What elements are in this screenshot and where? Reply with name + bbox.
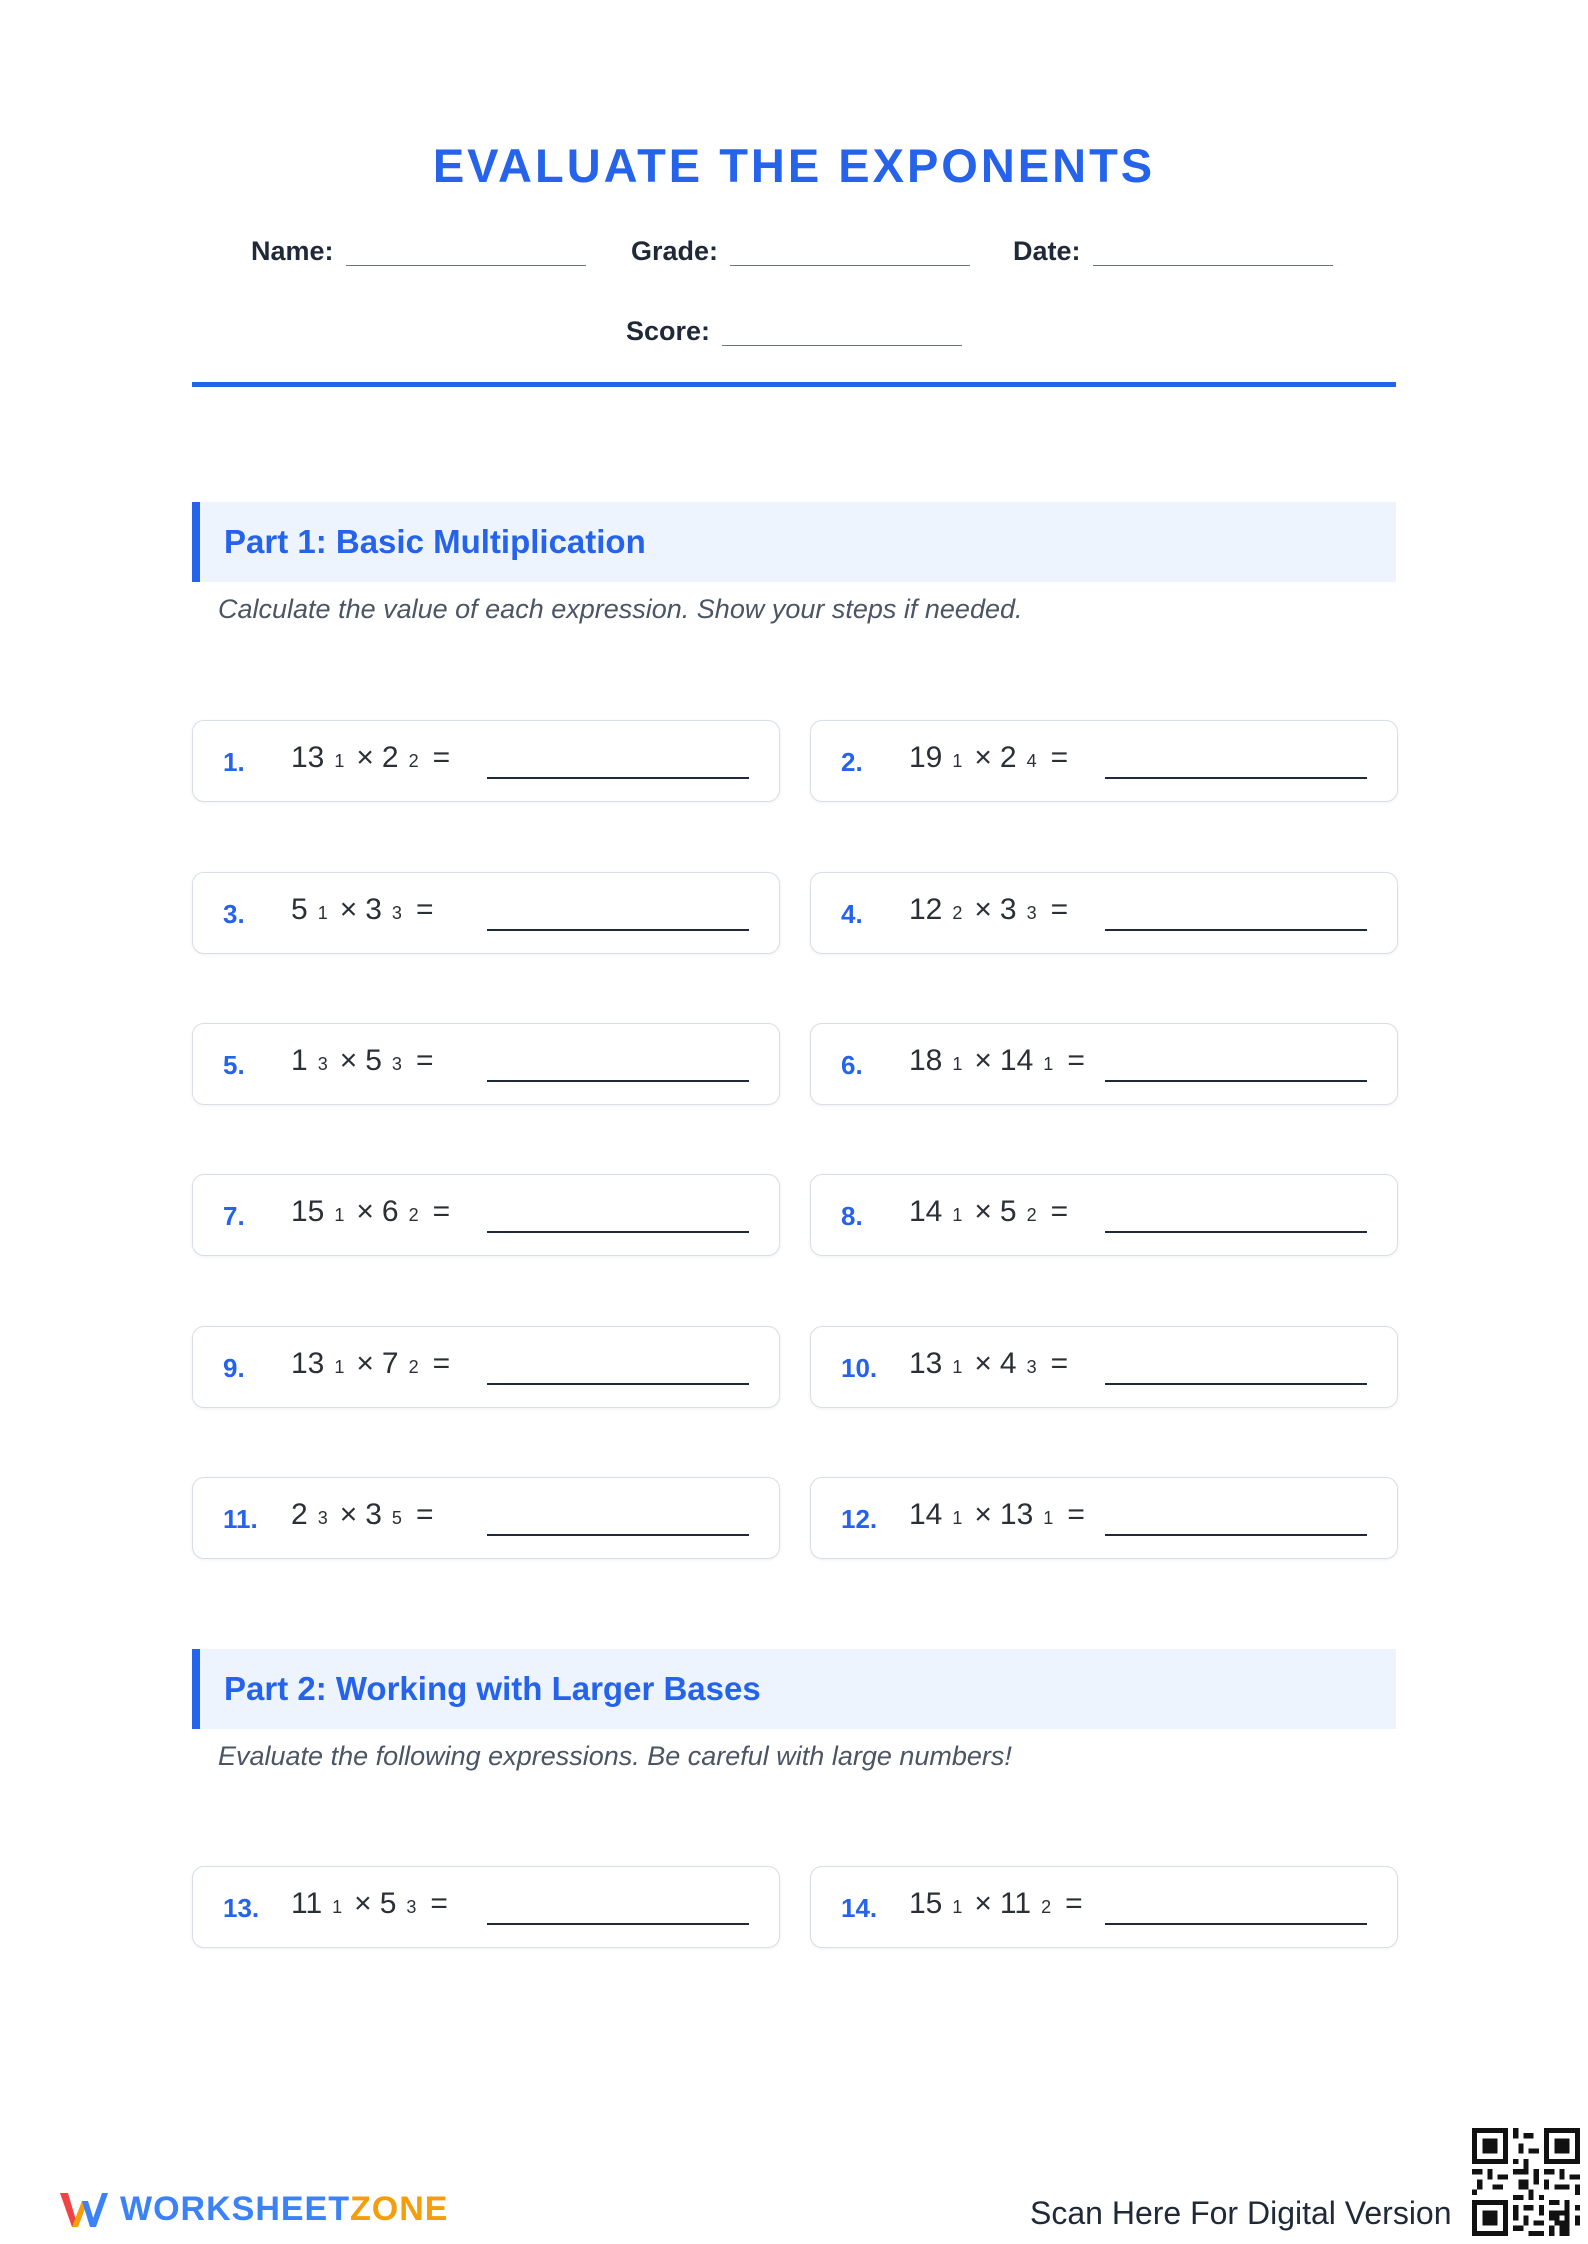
problem-card [192, 872, 780, 954]
base-1: 14 [909, 1498, 943, 1531]
answer-line[interactable] [487, 777, 749, 779]
equals-sign: = [1050, 741, 1069, 774]
times-sign: × [974, 1044, 992, 1077]
base-2: 5 [379, 1887, 397, 1920]
answer-line[interactable] [1105, 1534, 1367, 1536]
problem-expression [291, 893, 433, 927]
equals-sign: = [415, 1044, 434, 1077]
base-1: 12 [909, 893, 943, 926]
answer-line[interactable] [1105, 1231, 1367, 1233]
answer-line[interactable] [487, 1383, 749, 1385]
name-label: Name: [251, 236, 334, 266]
base-2: 5 [999, 1195, 1017, 1228]
problem-number: 14. [841, 1893, 878, 1923]
exponent-2: 1 [1043, 1508, 1054, 1528]
base-2: 11 [999, 1887, 1032, 1920]
problem-expression [909, 1195, 1068, 1229]
problem-number: 5. [223, 1050, 245, 1080]
part-2-instruction: Evaluate the following expressions. Be careful with large numbers! [218, 1741, 1012, 1771]
grade-field[interactable] [631, 236, 970, 266]
base-1: 2 [291, 1498, 308, 1531]
exponent-2: 1 [1043, 1054, 1054, 1074]
grade-input-line[interactable] [730, 236, 970, 266]
problem-card [810, 720, 1398, 802]
problem-number: 8. [841, 1201, 863, 1231]
problem-card [810, 872, 1398, 954]
equals-sign: = [1050, 893, 1069, 926]
problem-card [810, 1023, 1398, 1105]
base-2: 5 [365, 1044, 382, 1077]
base-1: 5 [291, 893, 308, 926]
answer-line[interactable] [487, 1534, 749, 1536]
base-1: 18 [909, 1044, 943, 1077]
exponent-2: 2 [408, 751, 419, 771]
times-sign: × [974, 1347, 992, 1380]
answer-line[interactable] [1105, 1383, 1367, 1385]
times-sign: × [354, 1887, 372, 1920]
times-sign: × [339, 1498, 358, 1531]
exponent-2: 2 [1041, 1897, 1052, 1917]
problem-card [192, 1174, 780, 1256]
equals-sign: = [432, 1347, 451, 1380]
problem-expression [291, 1498, 433, 1532]
problem-number: 3. [223, 899, 245, 929]
exponent-2: 3 [1026, 903, 1037, 923]
score-input-line[interactable] [722, 316, 962, 346]
date-field[interactable] [1013, 236, 1333, 266]
equals-sign: = [1067, 1044, 1085, 1077]
equals-sign: = [432, 1195, 451, 1228]
score-field[interactable] [626, 316, 962, 346]
problem-card [192, 1477, 780, 1559]
exponent-2: 2 [1026, 1205, 1037, 1225]
problem-card [192, 1023, 780, 1105]
date-label: Date: [1013, 236, 1081, 266]
base-2: 3 [365, 893, 382, 926]
problem-number: 1. [223, 747, 245, 777]
part-1-header [192, 502, 1396, 582]
part-1-instruction: Calculate the value of each expression. Show your steps if needed. [218, 594, 1023, 624]
logo-w-icon [56, 2183, 108, 2235]
base-2: 3 [999, 893, 1017, 926]
problem-expression [291, 1044, 433, 1078]
problem-expression [291, 1195, 450, 1229]
times-sign: × [974, 741, 992, 774]
equals-sign: = [1050, 1195, 1069, 1228]
exponent-1: 1 [952, 1508, 963, 1528]
times-sign: × [356, 1347, 374, 1380]
base-1: 19 [909, 741, 943, 774]
problem-card [810, 1174, 1398, 1256]
exponent-2: 2 [408, 1205, 419, 1225]
problem-card [810, 1866, 1398, 1948]
times-sign: × [339, 893, 358, 926]
times-sign: × [974, 1887, 992, 1920]
problem-expression [909, 1887, 1083, 1921]
problem-expression [291, 741, 450, 775]
base-1: 13 [291, 1347, 325, 1380]
problem-expression [909, 1044, 1085, 1078]
base-1: 15 [909, 1887, 943, 1920]
base-2: 7 [381, 1347, 399, 1380]
equals-sign: = [432, 741, 451, 774]
problem-expression [291, 1887, 448, 1921]
base-1: 13 [909, 1347, 943, 1380]
problem-card [192, 1326, 780, 1408]
answer-line[interactable] [487, 1080, 749, 1082]
logo-text-zone: ZONE [350, 2189, 449, 2228]
base-2: 14 [999, 1044, 1034, 1077]
exponent-1: 1 [952, 1897, 963, 1917]
times-sign: × [974, 1195, 992, 1228]
name-input-line[interactable] [346, 236, 586, 266]
problem-number: 13. [223, 1893, 260, 1923]
answer-line[interactable] [1105, 1923, 1367, 1925]
scan-here-text: Scan Here For Digital Version [1030, 2195, 1452, 2231]
problem-card [192, 1866, 780, 1948]
logo-text [120, 2190, 448, 2229]
base-2: 4 [999, 1347, 1017, 1380]
exponent-2: 3 [406, 1897, 417, 1917]
problem-number: 6. [841, 1050, 863, 1080]
problem-number: 2. [841, 747, 863, 777]
base-2: 13 [999, 1498, 1034, 1531]
base-2: 2 [999, 741, 1017, 774]
problem-expression [291, 1347, 450, 1381]
exponent-1: 1 [952, 751, 963, 771]
answer-line[interactable] [487, 1231, 749, 1233]
base-2: 6 [381, 1195, 399, 1228]
problem-number: 11. [223, 1504, 258, 1534]
part-1-title: Part 1: Basic Multiplication [224, 523, 646, 560]
problem-number: 7. [223, 1201, 245, 1231]
exponent-1: 1 [952, 1054, 963, 1074]
times-sign: × [356, 741, 374, 774]
equals-sign: = [415, 893, 434, 926]
exponent-2: 3 [391, 903, 402, 923]
problem-number: 4. [841, 899, 863, 929]
equals-sign: = [415, 1498, 434, 1531]
answer-line[interactable] [1105, 777, 1367, 779]
score-label: Score: [626, 316, 711, 346]
exponent-1: 1 [952, 1205, 963, 1225]
times-sign: × [974, 1498, 992, 1531]
problem-card [192, 720, 780, 802]
name-field[interactable] [251, 236, 586, 266]
problem-card [810, 1326, 1398, 1408]
answer-line[interactable] [487, 1923, 749, 1925]
problem-card [810, 1477, 1398, 1559]
worksheetzone-logo [56, 2183, 448, 2235]
date-input-line[interactable] [1093, 236, 1333, 266]
exponent-1: 1 [334, 1357, 345, 1377]
base-1: 14 [909, 1195, 943, 1228]
grade-label: Grade: [631, 236, 719, 266]
problem-expression [909, 741, 1068, 775]
exponent-2: 3 [391, 1054, 402, 1074]
exponent-2: 2 [408, 1357, 419, 1377]
problem-expression [909, 1498, 1085, 1532]
equals-sign: = [1067, 1498, 1085, 1531]
part-2-title: Part 2: Working with Larger Bases [224, 1670, 761, 1707]
problem-number: 9. [223, 1353, 245, 1383]
problem-expression [909, 1347, 1068, 1381]
exponent-1: 3 [317, 1054, 328, 1074]
equals-sign: = [430, 1887, 448, 1920]
exponent-1: 1 [334, 751, 345, 771]
answer-line[interactable] [487, 929, 749, 931]
base-1: 11 [291, 1887, 323, 1920]
problem-number: 12. [841, 1504, 878, 1534]
base-1: 1 [291, 1044, 308, 1077]
problem-number: 10. [841, 1353, 878, 1383]
exponent-1: 3 [317, 1508, 328, 1528]
exponent-1: 1 [952, 1357, 963, 1377]
qr-code-icon[interactable] [1472, 2128, 1580, 2236]
equals-sign: = [1050, 1347, 1069, 1380]
exponent-2: 3 [1026, 1357, 1037, 1377]
times-sign: × [974, 893, 992, 926]
times-sign: × [339, 1044, 358, 1077]
exponent-1: 1 [332, 1897, 343, 1917]
logo-text-worksheet: WORKSHEET [120, 2189, 350, 2228]
times-sign: × [356, 1195, 374, 1228]
equals-sign: = [1065, 1887, 1083, 1920]
worksheet-title: EVALUATE THE EXPONENTS [432, 139, 1156, 192]
base-2: 2 [381, 741, 399, 774]
answer-line[interactable] [1105, 929, 1367, 931]
exponent-2: 4 [1026, 751, 1037, 771]
header-divider [192, 382, 1396, 387]
answer-line[interactable] [1105, 1080, 1367, 1082]
part-2-header [192, 1649, 1396, 1729]
exponent-1: 2 [952, 903, 963, 923]
exponent-1: 1 [317, 903, 328, 923]
exponent-2: 5 [391, 1508, 402, 1528]
base-1: 13 [291, 741, 325, 774]
base-2: 3 [365, 1498, 382, 1531]
problem-expression [909, 893, 1068, 927]
base-1: 15 [291, 1195, 325, 1228]
exponent-1: 1 [334, 1205, 345, 1225]
